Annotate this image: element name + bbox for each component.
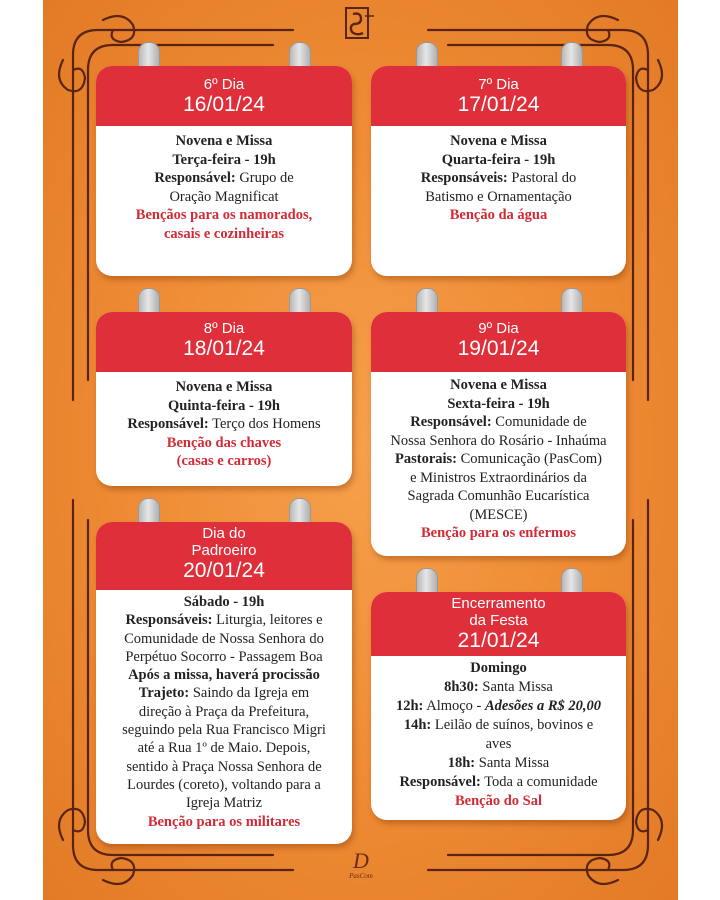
blessing-text: (casas e carros) — [176, 453, 272, 469]
time-label: 14h: — [403, 717, 432, 733]
pascom-text: PasCom — [349, 872, 373, 880]
day-label: 6º Dia — [203, 76, 245, 93]
responsible-label: Responsáveis: — [125, 612, 213, 629]
responsible-label: Responsáveis: — [420, 170, 508, 186]
responsible-text: Nossa Senhora do Rosário - Inhaúma — [390, 432, 607, 449]
pascom-mark: D — [353, 848, 369, 873]
parish-logo — [343, 6, 377, 40]
card-header — [371, 312, 626, 372]
card-header — [371, 592, 626, 656]
responsible-label: Responsável: — [410, 414, 492, 430]
card-body — [371, 372, 626, 551]
card-header — [96, 312, 352, 372]
event-text: Leilão de suínos, bovinos e — [434, 717, 594, 733]
pastorals-text: e Ministros Extraordinários da — [410, 469, 587, 486]
poster — [43, 0, 678, 900]
pastorals-text: Comunicação (PasCom) — [460, 451, 602, 467]
route-text: Lourdes (coreto), voltando para a — [127, 776, 321, 793]
route-text: Igreja Matriz — [185, 795, 263, 812]
blessing-text: Benção para os militares — [147, 813, 301, 830]
pascom-logo — [343, 850, 379, 896]
event-time: Domingo — [470, 660, 527, 676]
date-label: 18/01/24 — [183, 337, 265, 360]
card-header — [96, 66, 352, 126]
route-label: Trajeto: — [138, 685, 190, 702]
date-label: 16/01/24 — [183, 93, 265, 116]
event-title: Novena e Missa — [175, 379, 273, 395]
event-time: Quinta-feira - 19h — [168, 397, 280, 414]
card-day-8 — [96, 312, 352, 486]
card-day-7 — [371, 66, 626, 276]
pastorals-text: Sagrada Comunhão Eucarística — [407, 488, 590, 504]
date-label: 17/01/24 — [457, 93, 540, 116]
event-time: Sexta-feira - 19h — [447, 395, 550, 412]
blessing-text: Benção da água — [449, 207, 548, 223]
event-title: Novena e Missa — [175, 133, 273, 149]
card-body — [96, 590, 352, 839]
responsible-text: Toda a comunidade — [484, 774, 598, 790]
responsible-text: Perpétuo Socorro - Passagem Boa — [125, 648, 323, 665]
time-label: 12h: — [395, 698, 424, 714]
day-label: 9º Dia — [478, 320, 519, 337]
time-label: 8h30: — [444, 679, 479, 695]
responsible-label: Responsável: — [127, 416, 209, 432]
route-text: sentido à Praça Nossa Senhora de — [126, 758, 322, 775]
date-label: 20/01/24 — [183, 559, 265, 582]
responsible-text: Batismo e Ornamentação — [425, 188, 572, 205]
card-header — [371, 66, 626, 126]
card-day-9 — [371, 312, 626, 556]
event-time: Terça-feira - 19h — [172, 151, 276, 168]
blessing-text: Bençãos para os namorados, — [135, 207, 313, 223]
event-text: aves — [485, 736, 512, 752]
event-title: Novena e Missa — [450, 133, 547, 149]
card-body — [371, 126, 626, 233]
day-label: Padroeiro — [191, 542, 257, 559]
route-text: Saindo da Igreja em — [192, 685, 310, 702]
card-header — [96, 522, 352, 590]
route-text: até a Rua 1º de Maio. Depois, — [137, 740, 311, 757]
card-body — [371, 656, 626, 819]
date-label: 21/01/24 — [457, 629, 540, 652]
day-label: 7º Dia — [478, 76, 519, 93]
card-body — [96, 372, 352, 479]
time-label: 18h: — [447, 755, 476, 771]
responsible-label: Responsável: — [154, 170, 236, 186]
responsible-label: Responsável: — [399, 774, 481, 790]
card-body — [96, 126, 352, 251]
card-closing — [371, 592, 626, 820]
route-text: seguindo pela Rua Francisco Migri — [122, 722, 326, 739]
day-label: 8º Dia — [203, 320, 245, 337]
procession-note: Após a missa, haverá procissão — [128, 667, 320, 684]
responsible-text: Terço dos Homens — [212, 416, 321, 432]
responsible-text: Comunidade de — [495, 414, 587, 430]
date-label: 19/01/24 — [457, 337, 540, 360]
event-text: Almoço - — [426, 698, 482, 714]
responsible-text: Pastoral do — [511, 170, 577, 186]
card-patron-day — [96, 522, 352, 844]
responsible-text: Liturgia, leitores e — [216, 612, 323, 629]
event-time: Sábado - 19h — [183, 594, 265, 610]
event-title: Novena e Missa — [450, 377, 547, 393]
blessing-text: Benção do Sal — [454, 793, 542, 809]
blessing-text: casais e cozinheiras — [163, 225, 284, 242]
responsible-text: Oração Magnificat — [169, 188, 279, 205]
event-time: Quarta-feira - 19h — [441, 151, 556, 168]
event-text: Santa Missa — [478, 755, 550, 771]
responsible-text: Grupo de — [239, 170, 294, 186]
responsible-text: Comunidade de Nossa Senhora do — [124, 630, 324, 647]
pastorals-label: Pastorais: — [395, 451, 458, 467]
price-note: Adesões a R$ 20,00 — [485, 698, 602, 714]
blessing-text: Benção para os enfermos — [420, 525, 577, 541]
event-text: Santa Missa — [482, 679, 553, 695]
route-text: direção à Praça da Prefeitura, — [138, 703, 310, 720]
pastorals-text: (MESCE) — [469, 506, 528, 523]
day-label: Dia do — [202, 525, 246, 542]
blessing-text: Benção das chaves — [166, 434, 282, 451]
card-day-6 — [96, 66, 352, 276]
day-label: da Festa — [469, 612, 528, 629]
day-label: Encerramento — [451, 595, 546, 612]
